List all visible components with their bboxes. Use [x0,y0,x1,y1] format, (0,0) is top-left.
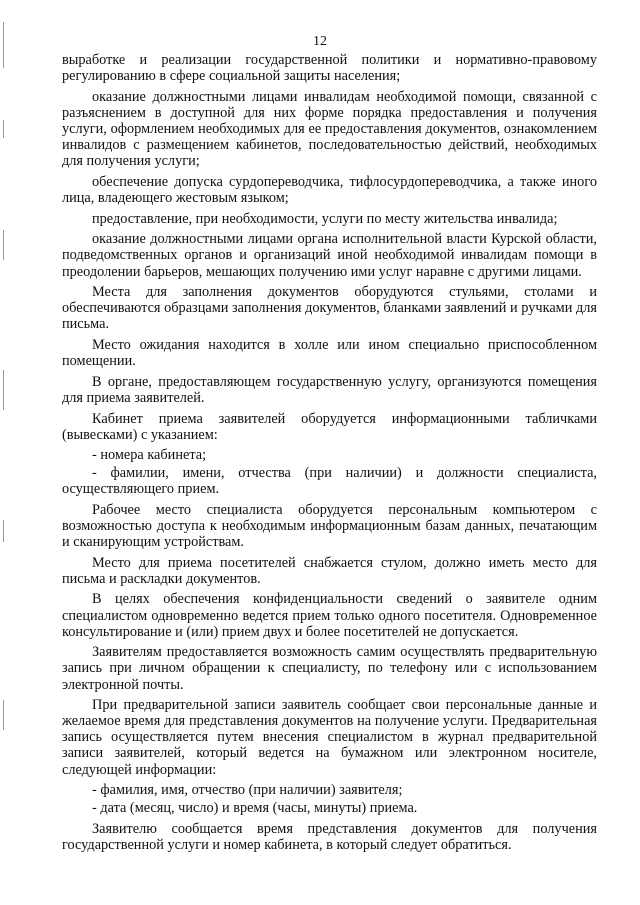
paragraph: Заявителю сообщается время представления документов для получения государственной услуги и номер кабинета, в который следует обратиться. [62,820,597,853]
scan-mark [3,120,4,138]
paragraph: Заявителям предоставляется возможность самим осуществлять предварительную запись при личном обращении к специалисту, по телефону или с использованием электронной почты. [62,644,597,693]
paragraph: оказание должностными лицами органа исполнительной власти Курской области, подведомственных органов и организаций иной необходимой инвалидам помощи в преодолении барьеров, мешающих получению ими услуг наравне с другими лицами. [62,231,597,280]
paragraph: Места для заполнения документов оборудуются стульями, столами и обеспечиваются образцами заполнения документов, бланками заявлений и ручками для письма. [62,284,597,333]
list-item: - номера кабинета; [92,447,207,464]
scan-mark [3,700,4,730]
list-item: - фамилия, имя, отчество (при наличии) заявителя; [92,782,403,799]
paragraph: При предварительной записи заявитель сообщает свои персональные данные и желаемое время для представления документов на получение услуги. Предварительная запись осуществляется путем внесения специалистом в журнал предварительной записи заявителей, который ведется на бумажном или электронном носителе, следующей информации: [62,697,597,778]
paragraph: В целях обеспечения конфиденциальности сведений о заявителе одним специалистом одновременно ведется прием только одного посетителя. Одновременное консультирование и (или) прием двух и более посетителей не допускается. [62,591,597,640]
scan-mark [3,520,4,542]
paragraph: Кабинет приема заявителей оборудуется информационными табличками (вывесками) с указанием: [62,410,597,443]
paragraph: оказание должностными лицами инвалидам необходимой помощи, связанной с разъяснением в доступной для них форме порядка предоставления и получения услуги, оформлением необходимых для ее предоставления документов, ознакомлением инвалидов с размещением кабинетов, последовательностью действий, необходимых для получения услуги; [62,88,597,170]
paragraph: выработке и реализации государственной политики и нормативно-правовому регулированию в сфере социальной защиты населения; [62,52,597,85]
paragraph: обеспечение допуска сурдопереводчика, тифлосурдопереводчика, а также иного лица, владеющего жестовым языком; [62,173,597,206]
page-number: 12 [313,34,327,49]
paragraph: предоставление, при необходимости, услуги по месту жительства инвалида; [92,210,558,227]
paragraph: Рабочее место специалиста оборудуется персональным компьютером с возможностью доступа к необходимым информационным базам данных, печатающим и сканирующим устройствам. [62,501,597,550]
list-item: - фамилии, имени, отчества (при наличии) и должности специалиста, осуществляющего прием. [62,465,597,498]
scan-mark [3,230,4,260]
scan-mark [3,370,4,410]
paragraph: В органе, предоставляющем государственную услугу, организуются помещения для приема заявителей. [62,373,597,406]
scan-margin-marks [3,0,5,905]
paragraph: Место для приема посетителей снабжается стулом, должно иметь место для письма и раскладки документов. [62,554,597,587]
paragraph: Место ожидания находится в холле или ином специально приспособленном помещении. [62,337,597,370]
list-item: - дата (месяц, число) и время (часы, минуты) приема. [92,799,418,816]
document-body [62,52,597,857]
